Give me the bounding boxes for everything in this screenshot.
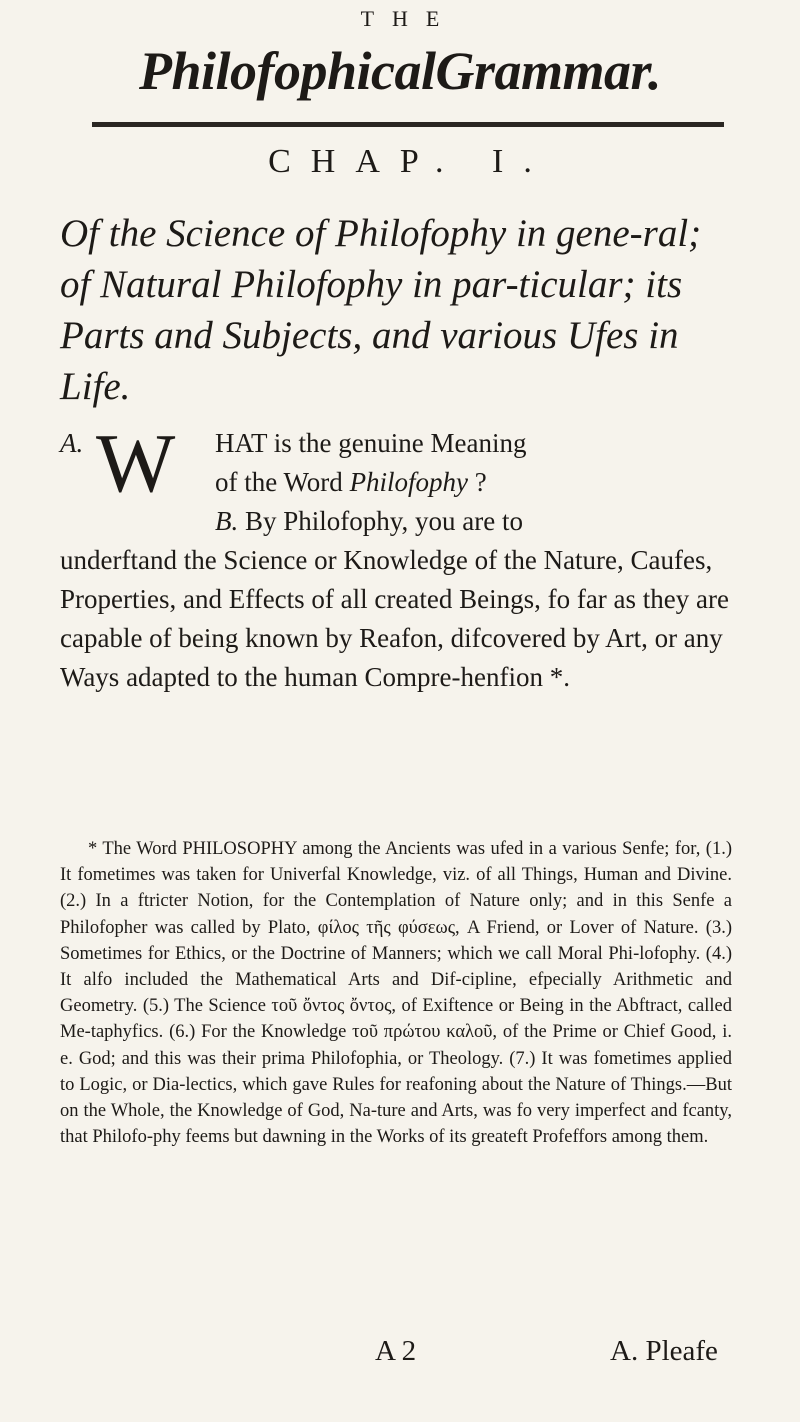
signature-mark: A 2 [375,1335,417,1367]
the-heading: THE [360,6,458,31]
speaker-a: A. [60,428,84,458]
running-title: PhilofophicalGrammar. [138,41,662,101]
answer-start: By Philofophy, you are to [238,506,523,536]
footnote-text: * The Word PHILOSOPHY among the Ancients was ufed in a various Senfe; for, (1.) It fometimes was taken for Univerfal Knowledge, viz. of all Things, Human and Divine. (2.) In a ftricter Notion, for the Contemplation of Nature only; and in this Senfe a Philofopher was called by Plato, φίλος τῆς φύσεως, A Friend, or Lover of Nature. (3.) Sometimes for Ethics, or the Doctrine of Manners; which we call Moral Phi-lofophy. (4.) It alfo included the Mathematical Arts and Dif-cipline, efpecially Arithmetic and Geometry. (5.) The Science τοῦ ὄντος ὄντος, of Exiftence or Being in the Abftract, called Me-taphyfics. (6.) For the Knowledge τοῦ πρώτου καλοῦ, of the Prime or Chief Good, i. e. God; and this was their prima Philofophia, or Theology. (7.) It was fometimes applied to Logic, or Dia-lectics, which gave Rules for reafoning about the Nature of Things.—But on the Whole, the Knowledge of God, Na-ture and Arts, was fo very imperfect and fcanty, that Philofo-phy feems but dawning in the Works of its greateft Profeffors among them. [60,839,732,1148]
question-prefix: of the Word [215,467,350,497]
speaker-b: B. [215,506,239,536]
question-line-1: HAT is the genuine Meaning [215,428,527,458]
chapter-label: CHAP. I. [268,143,552,180]
question-term: Philofophy [349,467,469,497]
dialog-paragraph [60,417,740,697]
catchword: A. Pleafe [610,1335,718,1367]
decorative-rule [92,122,724,127]
footnote [60,836,732,1150]
chapter-subtitle: Of the Science of Philofophy in gene-ral; of Natural Philofophy in par-ticular; its Parts and Subjects, and various Ufes in Life. [60,212,702,408]
drop-cap: W [96,417,176,510]
page-footer [0,1335,800,1375]
question-suffix: ? [468,467,487,497]
answer-text: underftand the Science or Knowledge of the Nature, Caufes, Properties, and Effects of all created Beings, fo far as they are capable of being known by Reafon, difcovered by Art, or any Ways adapted to the human Compre-henfion *. [60,545,729,692]
